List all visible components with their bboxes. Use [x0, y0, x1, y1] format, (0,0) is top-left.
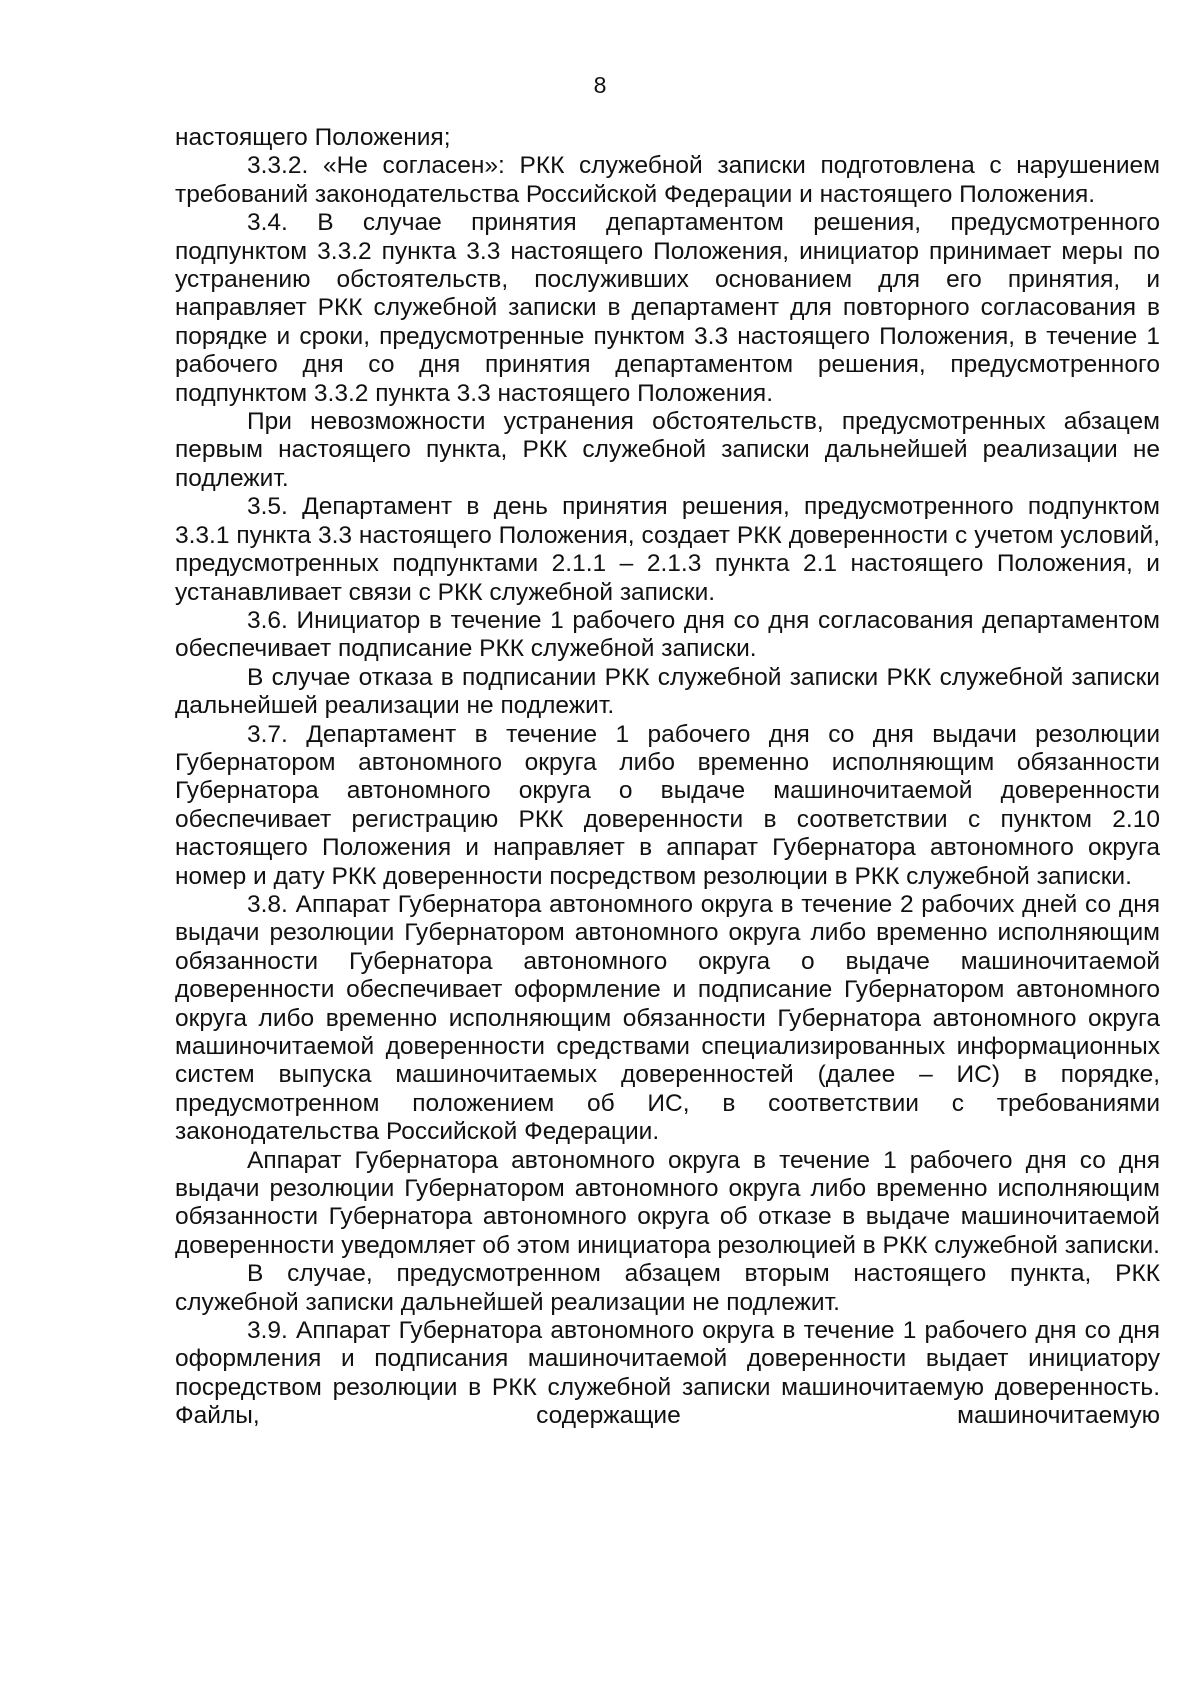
- paragraph-3-9: 3.9. Аппарат Губернатора автономного округа в течение 1 рабочего дня со дня оформления и подписания машиночитаемой доверенности выдает инициатору посредством резолюции в РКК служебной записки машиночитаемую доверенность. Файлы, содержащие машиночитаемую: [175, 1317, 1160, 1430]
- paragraph-3-3-2: 3.3.2. «Не согласен»: РКК служебной записки подготовлена с нарушением требований законодательства Российской Федерации и настоящего Положения.: [175, 152, 1160, 208]
- paragraph-3-8-third: В случае, предусмотренном абзацем вторым настоящего пункта, РКК служебной записки дальнейшей реализации не подлежит.: [175, 1260, 1160, 1316]
- paragraph-3-4-second: При невозможности устранения обстоятельств, предусмотренных абзацем первым настоящего пункта, РКК служебной записки дальнейшей реализации не подлежит.: [175, 408, 1160, 492]
- paragraph-3-7: 3.7. Департамент в течение 1 рабочего дня со дня выдачи резолюции Губернатором автономного округа либо временно исполняющим обязанности Губернатора автономного округа о выдаче машиночитаемой доверенности обеспечивает регистрацию РКК доверенности в соответствии с пунктом 2.10 настоящего Положения и направляет в аппарат Губернатора автономного округа номер и дату РКК доверенности посредством резолюции в РКК служебной записки.: [175, 720, 1160, 890]
- page-number: 8: [593, 72, 607, 98]
- paragraph-3-6: 3.6. Инициатор в течение 1 рабочего дня со дня согласования департаментом обеспечивает подписание РКК служебной записки.: [175, 606, 1160, 663]
- document-body: [175, 124, 1160, 1431]
- paragraph-3-4: 3.4. В случае принятия департаментом решения, предусмотренного подпунктом 3.3.2 пункта 3.3 настоящего Положения, инициатор принимает меры по устранению обстоятельств, послуживших основанием для его принятия, и направляет РКК служебной записки в департамент для повторного согласования в порядке и сроки, предусмотренные пунктом 3.3 настоящего Положения, в течение 1 рабочего дня со дня принятия департаментом решения, предусмотренного подпунктом 3.3.2 пункта 3.3 настоящего Положения.: [175, 209, 1160, 407]
- paragraph-3-8-second: Аппарат Губернатора автономного округа в течение 1 рабочего дня со дня выдачи резолюции Губернатором автономного округа либо временно исполняющим обязанности Губернатора автономного округа об отказе в выдаче машиночитаемой доверенности уведомляет об этом инициатора резолюцией в РКК служебной записки.: [175, 1146, 1160, 1259]
- paragraph-3-5: 3.5. Департамент в день принятия решения, предусмотренного подпунктом 3.3.1 пункта 3.3 настоящего Положения, создает РКК доверенности с учетом условий, предусмотренных подпунктами 2.1.1 – 2.1.3 пункта 2.1 настоящего Положения, и устанавливает связи с РКК служебной записки.: [175, 493, 1160, 606]
- paragraph-3-6-second: В случае отказа в подписании РКК служебной записки РКК служебной записки дальнейшей реализации не подлежит.: [175, 663, 1160, 720]
- paragraph-3-8: 3.8. Аппарат Губернатора автономного округа в течение 2 рабочих дней со дня выдачи резолюции Губернатором автономного округа либо временно исполняющим обязанности Губернатора автономного округа о выдаче машиночитаемой доверенности обеспечивает оформление и подписание Губернатором автономного округа либо временно исполняющим обязанности Губернатора автономного округа машиночитаемой доверенности средствами специализированных информационных систем выпуска машиночитаемых доверенностей (далее – ИС) в порядке, предусмотренном положением об ИС, в соответствии с требованиями законодательства Российской Федерации.: [175, 890, 1160, 1146]
- paragraph-continuation: настоящего Положения;: [175, 124, 451, 151]
